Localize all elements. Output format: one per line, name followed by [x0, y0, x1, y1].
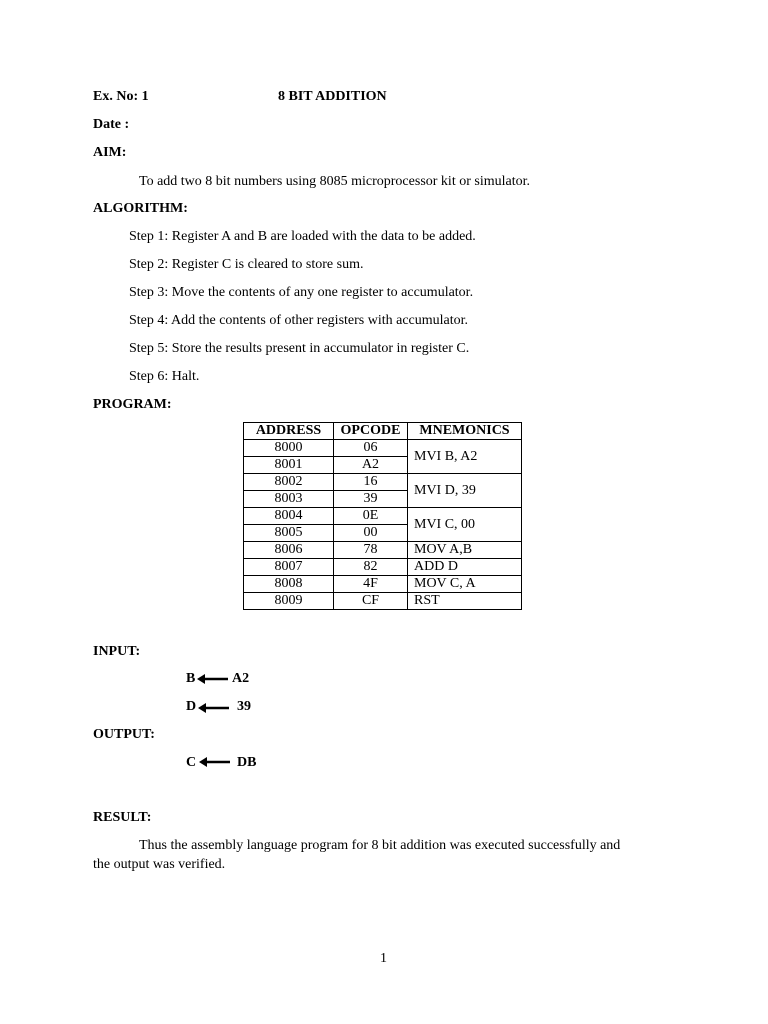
address-cell: 8009: [244, 593, 334, 610]
result-text: the output was verified.: [93, 857, 226, 872]
input-value: A2: [232, 671, 250, 686]
address-cell: 8001: [244, 457, 334, 474]
opcode-cell: 16: [334, 474, 408, 491]
output-value: DB: [237, 755, 257, 770]
opcode-cell: 78: [334, 542, 408, 559]
input-register: B: [186, 671, 196, 686]
address-cell: 8006: [244, 542, 334, 559]
table-row: [244, 474, 522, 491]
aim-heading: AIM:: [93, 145, 127, 160]
column-header-opcode: OPCODE: [334, 423, 408, 440]
mnemonic-cell: MVI B, A2: [408, 440, 522, 474]
opcode-cell: 06: [334, 440, 408, 457]
mnemonic-cell: RST: [408, 593, 522, 610]
program-heading: PROGRAM:: [93, 397, 172, 412]
program-table: [243, 422, 522, 610]
address-cell: 8003: [244, 491, 334, 508]
table-row: [244, 593, 522, 610]
table-row: [244, 508, 522, 525]
address-cell: 8007: [244, 559, 334, 576]
algorithm-step: Step 2: Register C is cleared to store sum.: [129, 257, 364, 272]
mnemonic-cell: MOV A,B: [408, 542, 522, 559]
algorithm-step: Step 5: Store the results present in accumulator in register C.: [129, 341, 470, 356]
opcode-cell: 0E: [334, 508, 408, 525]
table-row: [244, 542, 522, 559]
result-text: Thus the assembly language program for 8 bit addition was executed successfully and: [139, 838, 621, 853]
address-cell: 8002: [244, 474, 334, 491]
mnemonic-cell: ADD D: [408, 559, 522, 576]
algorithm-step: Step 4: Add the contents of other registers with accumulator.: [129, 313, 469, 328]
address-cell: 8008: [244, 576, 334, 593]
address-cell: 8005: [244, 525, 334, 542]
opcode-cell: 4F: [334, 576, 408, 593]
table-header-row: [244, 423, 522, 440]
algorithm-step: Step 3: Move the contents of any one register to accumulator.: [129, 285, 474, 300]
address-cell: 8000: [244, 440, 334, 457]
page-title: 8 BIT ADDITION: [278, 89, 387, 104]
algorithm-heading: ALGORITHM:: [93, 201, 188, 216]
left-arrow-icon: [198, 701, 230, 715]
input-value: 39: [237, 699, 251, 714]
algorithm-step: Step 6: Halt.: [129, 369, 200, 384]
opcode-cell: 39: [334, 491, 408, 508]
date-label: Date :: [93, 117, 130, 132]
mnemonic-cell: MVI D, 39: [408, 474, 522, 508]
page-number: 1: [380, 951, 387, 966]
opcode-cell: 82: [334, 559, 408, 576]
algorithm-step: Step 1: Register A and B are loaded with the data to be added.: [129, 229, 476, 244]
left-arrow-icon: [197, 672, 229, 686]
result-heading: RESULT:: [93, 810, 152, 825]
table-row: [244, 440, 522, 457]
opcode-cell: A2: [334, 457, 408, 474]
column-header-mnemonics: MNEMONICS: [408, 423, 522, 440]
table-row: [244, 559, 522, 576]
exercise-number: Ex. No: 1: [93, 89, 149, 104]
aim-text: To add two 8 bit numbers using 8085 microprocessor kit or simulator.: [139, 174, 530, 189]
mnemonic-cell: MVI C, 00: [408, 508, 522, 542]
table-row: [244, 576, 522, 593]
input-register: D: [186, 699, 197, 714]
left-arrow-icon: [199, 755, 231, 769]
address-cell: 8004: [244, 508, 334, 525]
output-heading: OUTPUT:: [93, 727, 155, 742]
input-heading: INPUT:: [93, 644, 141, 659]
mnemonic-cell: MOV C, A: [408, 576, 522, 593]
column-header-address: ADDRESS: [244, 423, 334, 440]
opcode-cell: 00: [334, 525, 408, 542]
output-register: C: [186, 755, 197, 770]
opcode-cell: CF: [334, 593, 408, 610]
